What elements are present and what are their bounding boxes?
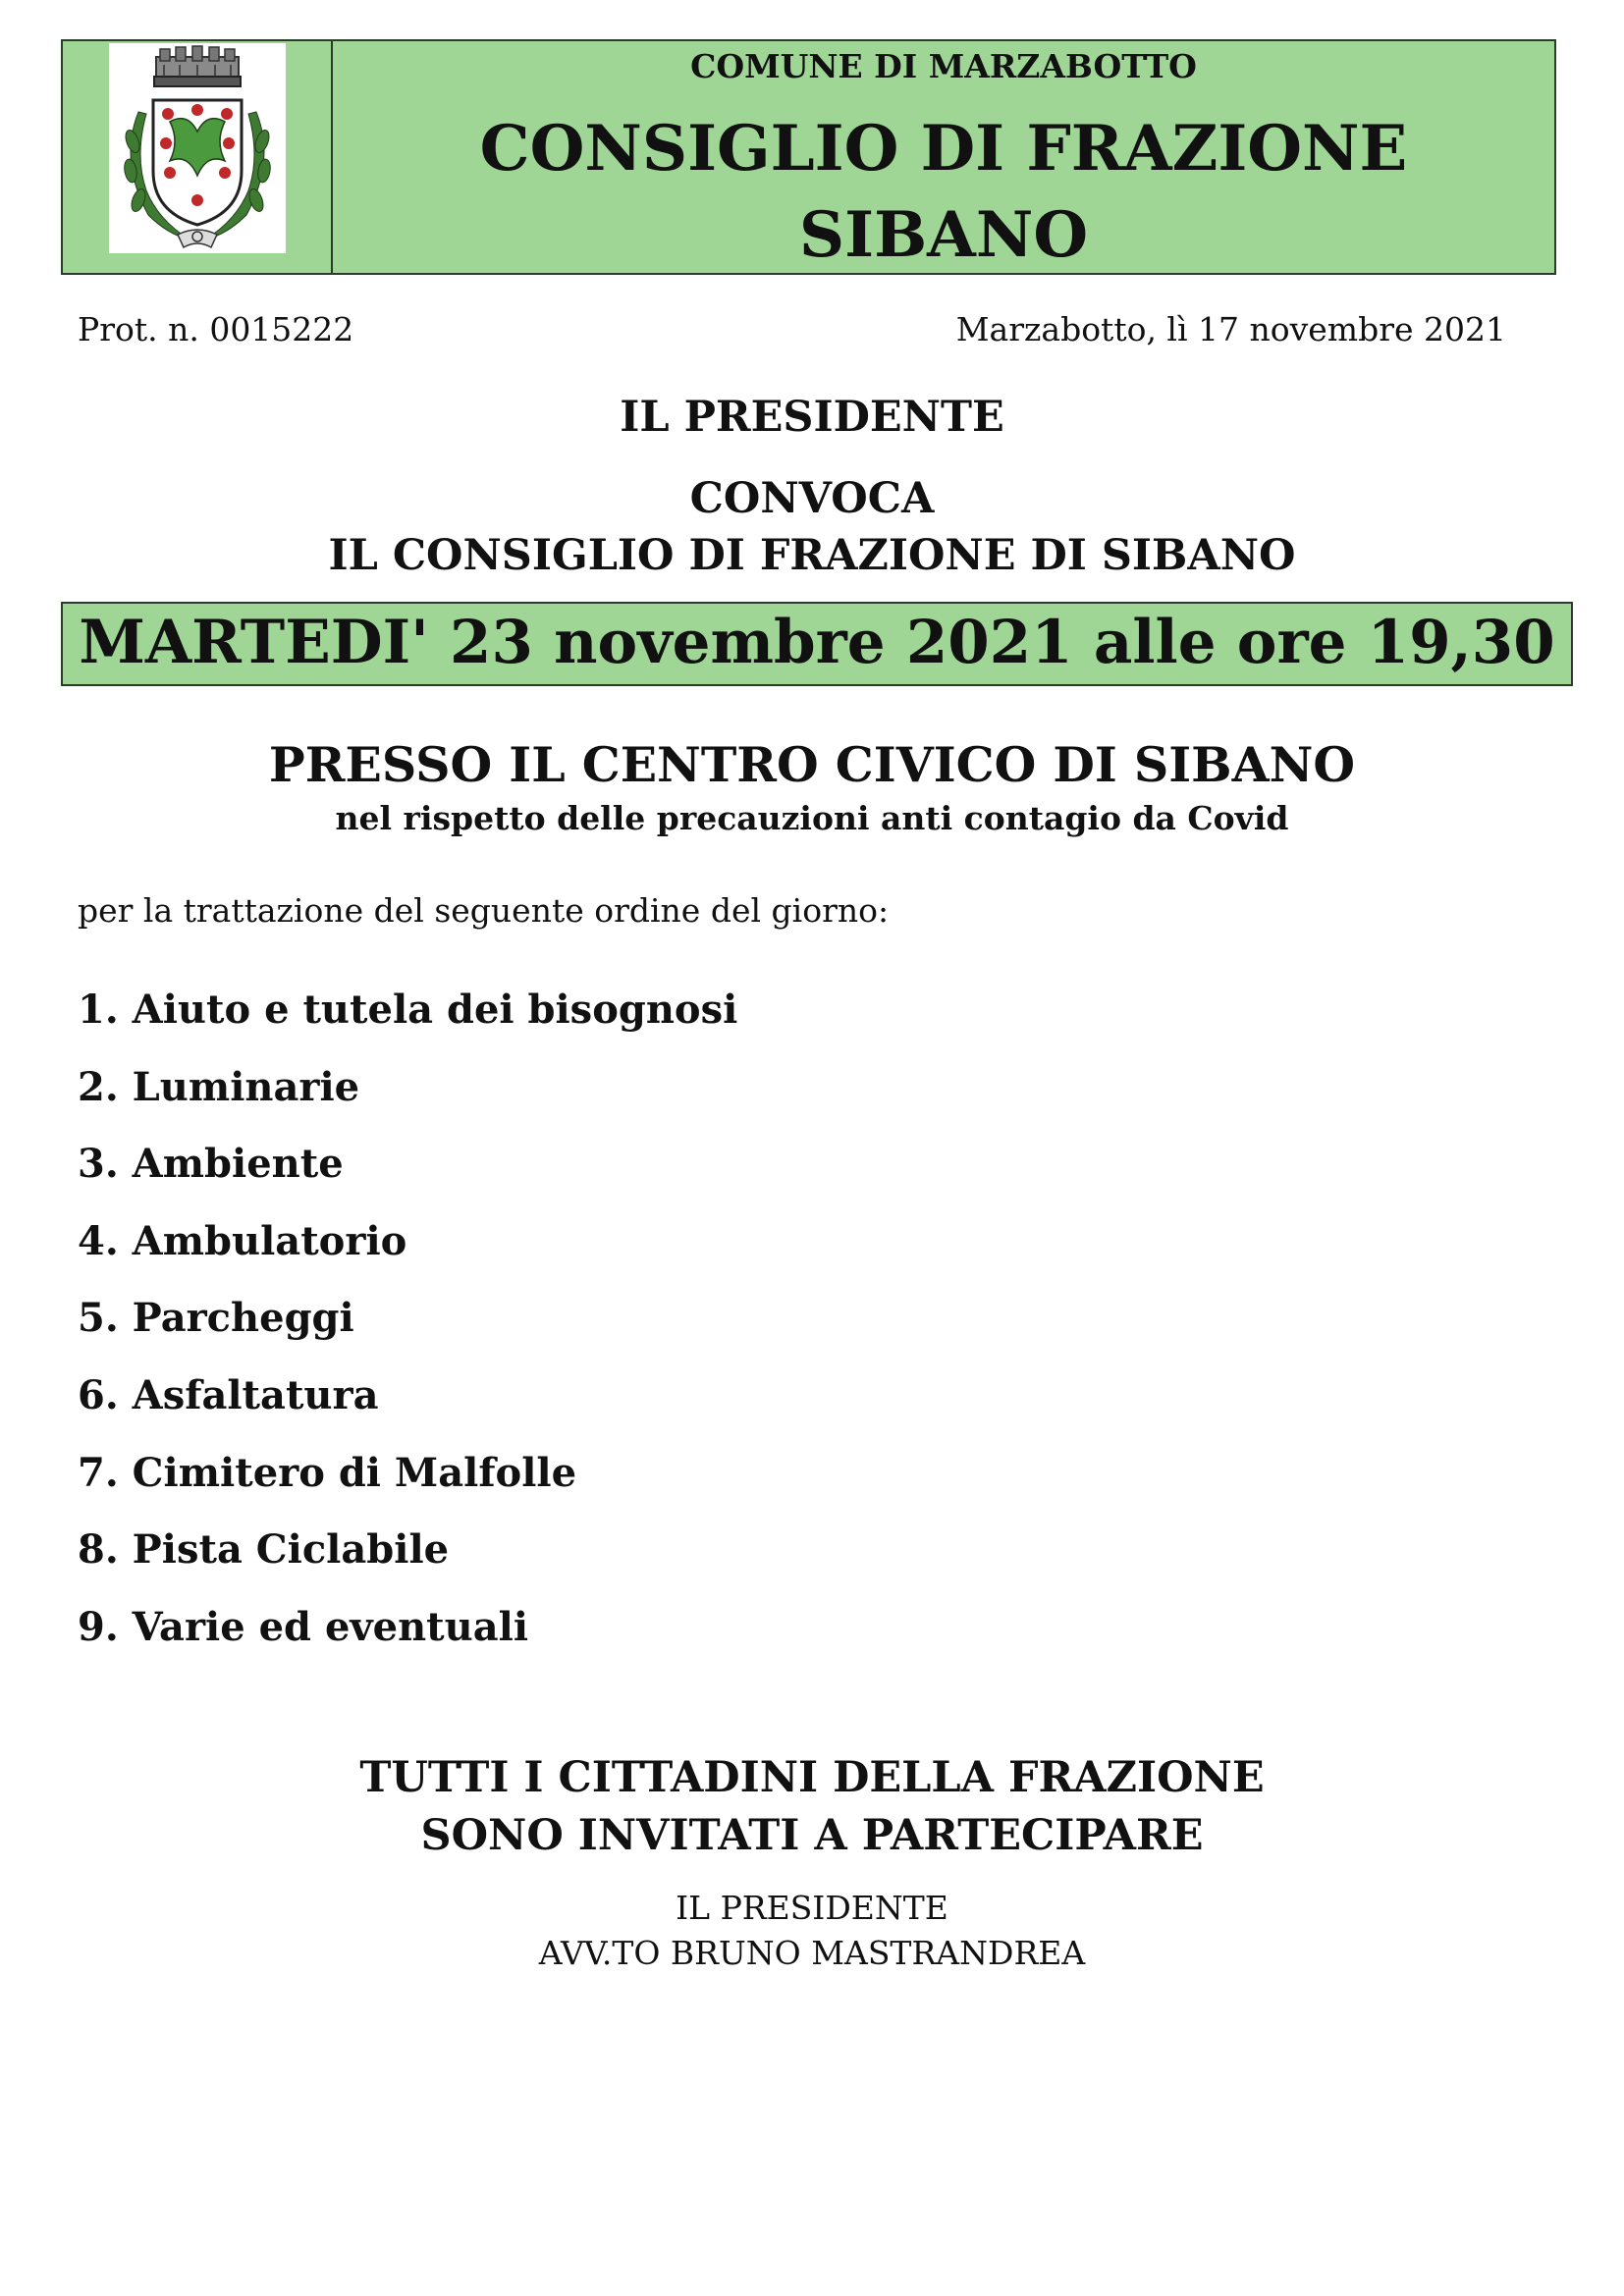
place-date: Marzabotto, lì 17 novembre 2021 [955,310,1506,348]
president-heading: IL PRESIDENTE [620,393,1004,442]
header-logo-cell [63,41,333,273]
signature-name: AVV.TO BRUNO MASTRANDREA [538,1934,1086,1972]
agenda-item: 8. Pista Ciclabile [78,1526,450,1574]
agenda-list [78,982,737,1676]
meeting-datetime: MARTEDI' 23 novembre 2021 alle ore 19,30 [79,608,1555,677]
invite-line-2: SONO INVITATI A PARTECIPARE [420,1811,1204,1860]
header-box [61,39,1556,275]
protocol-number: Prot. n. 0015222 [78,310,354,348]
agenda-item: 7. Cimitero di Malfolle [78,1449,577,1496]
covid-note: nel rispetto delle precauzioni anti contagio da Covid [335,799,1289,837]
agenda-intro: per la trattazione del seguente ordine del giorno: [78,891,890,930]
comune-name: COMUNE DI MARZABOTTO [690,47,1197,85]
agenda-item: 3. Ambiente [78,1141,344,1188]
agenda-item: 1. Aiuto e tutela dei bisognosi [78,987,738,1033]
page-title [333,106,1554,279]
convoca-heading: CONVOCA [689,474,935,523]
invite-line-1: TUTTI I CITTADINI DELLA FRAZIONE [359,1753,1265,1802]
ribbon-icon [178,230,217,247]
meeting-datetime-banner [61,602,1573,686]
meeting-location: PRESSO IL CENTRO CIVICO DI SIBANO [268,736,1356,793]
crown-icon [154,46,241,86]
title-line-2: SIBANO [798,198,1089,272]
title-line-1: CONSIGLIO DI FRAZIONE [479,112,1408,186]
marzabotto-coat-of-arms-icon [109,43,286,253]
council-heading: IL CONSIGLIO DI FRAZIONE DI SIBANO [328,531,1296,580]
agenda-item: 9. Varie ed eventuali [78,1603,529,1650]
crest-panel [109,43,286,253]
signature-title: IL PRESIDENTE [676,1889,948,1927]
shield-icon [153,100,242,225]
agenda-item: 2. Luminarie [78,1063,360,1110]
agenda-item: 6. Asfaltatura [78,1371,379,1418]
agenda-item: 5. Parcheggi [78,1295,354,1342]
header-text [333,41,1554,273]
agenda-item: 4. Ambulatorio [78,1217,407,1264]
